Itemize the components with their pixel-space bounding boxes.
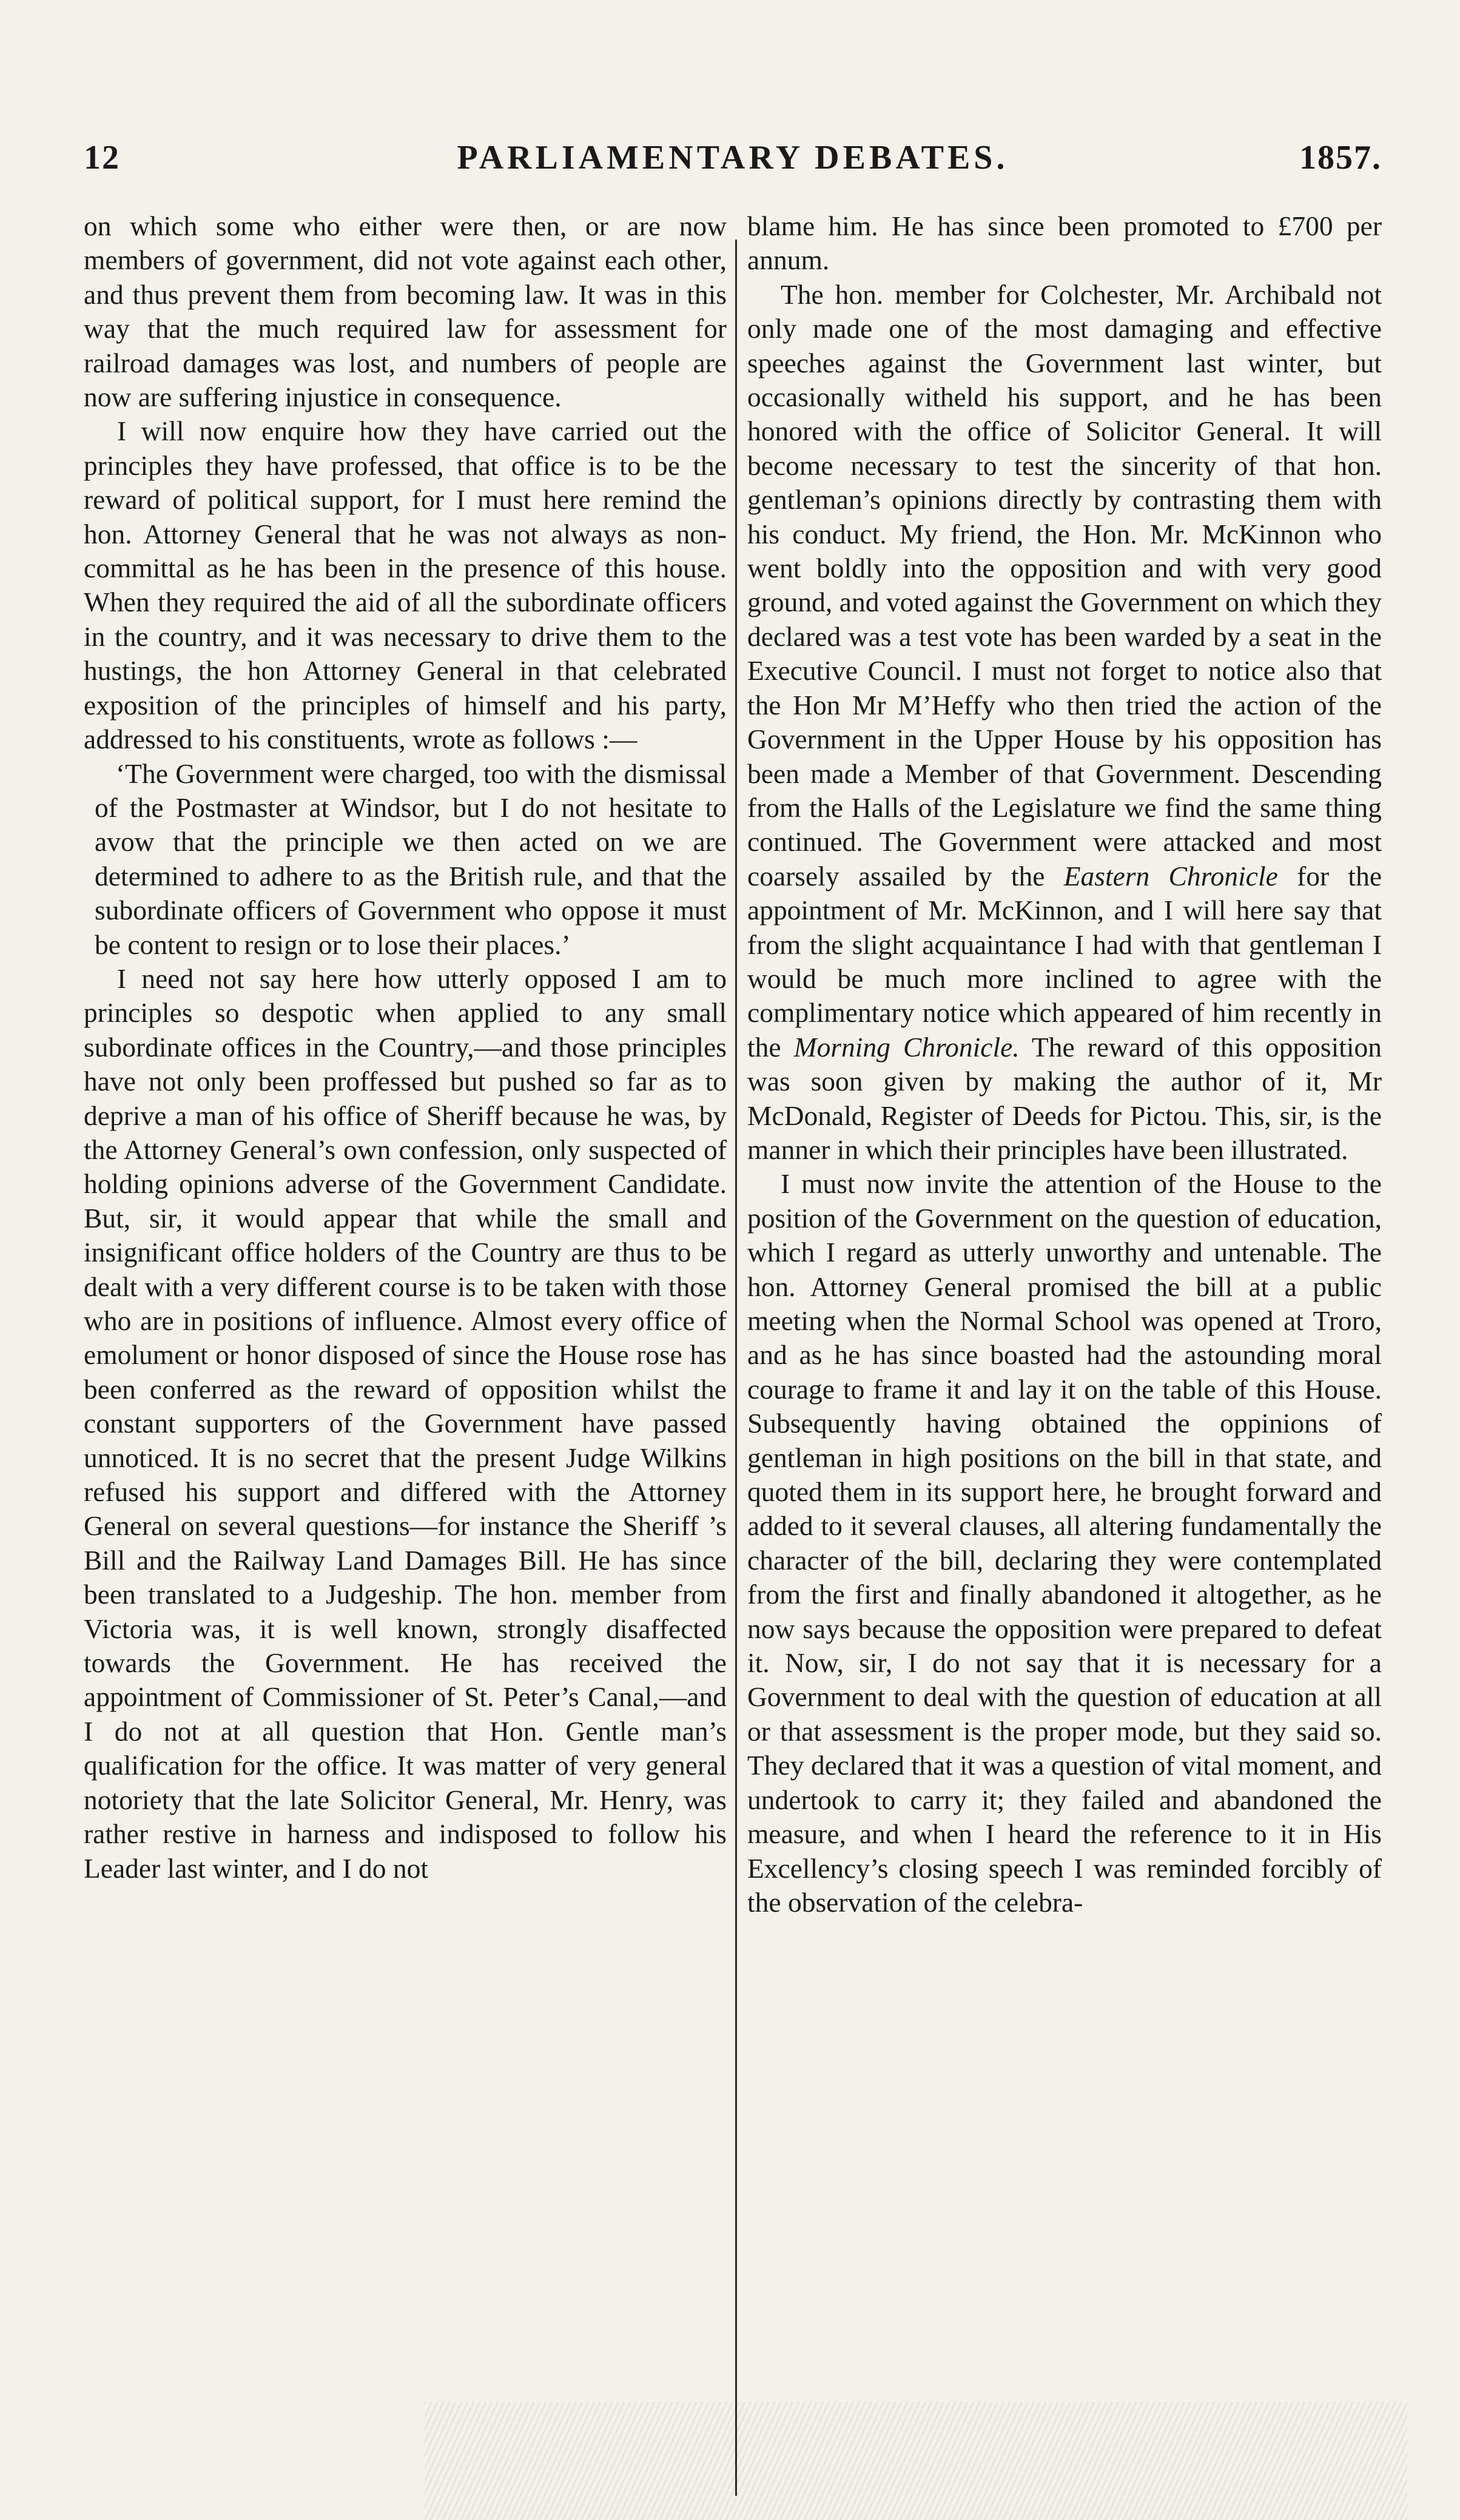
left-column	[84, 209, 727, 1886]
page-header	[84, 138, 1382, 187]
paragraph: I must now invite the attention of the House to the position of the Government on the question of education, which I regard as utterly unworthy and untenable. The hon. Attorney General promised the bill at a public meeting when the Normal School was opened at Troro, and as he has since boasted had the astounding moral courage to frame it and lay it on the table of this House. Subsequently having obtained the oppinions of gentleman in high positions on the bill in that state, and quoted them in its support here, he brought forward and added to it several clauses, all altering fundamentally the character of the bill, declaring they were contemplated from the first and finally abandoned it altogether, as he now says because the opposition were prepared to defeat it. Now, sir, I do not say that it is necessary for a Government to deal with the question of education at all or that assessment is the proper mode, but they said so. They declared that it was a question of vital moment, and undertook to carry it; they failed and abandoned the measure, and when I heard the reference to it in His Excellency’s closing speech I was reminded forcibly of the observation of the celebra-	[747, 1168, 1382, 1918]
print-damage-texture	[425, 2402, 1407, 2520]
paragraph-text: The hon. member for Colchester, Mr. Archibald not only made one of the most damaging and effective speeches against the Government last winter, but occasionally witheld his support, and he has been honored with the office of Solicitor General. It will become necessary to test the sincerity of that hon. gentleman’s opinions directly by contrasting them with his conduct. My friend, the Hon. Mr. McKinnon who went boldly into the opposition and with very good ground, and voted against the Government on which they declared was a test vote has been warded by a seat in the Executive Council. I must not forget to notice also that the Hon Mr M’Heffy who then tried the action of the Government in the Upper House by his opposition has been made a Member of that Government. Descending from the Halls of the Legislature we find the same thing continued. The Government were attacked and most coarsely assailed by the	[747, 278, 1382, 892]
paragraph: I need not say here how utterly opposed I am to principles so despotic when applied to any small subordinate offices in the Country,—and those principles have not only been proffessed but pushed so far as to deprive a man of his office of Sheriff because he was, by the Attorney General’s own confession, only suspected of holding opinions adverse of the Government Candidate. But, sir, it would appear that while the small and insignificant office holders of the Country are thus to be dealt with a very different course is to be taken with those who are in positions of influence. Almost every office of emolument or honor disposed of since the House rose has been conferred as the reward of opposition whilst the constant supporters of the Government have passed unnoticed. It is no secret that the present Judge Wilkins refused his support and differed with the Attorney General on several questions—for instance the Sheriff ’s Bill and the Railway Land Damages Bill. He has since been translated to a Judgeship. The hon. member from Victoria was, it is well known, strongly disaffected towards the Government. He has received the appointment of Commissioner of St. Peter’s Canal,—and I do not at all question that Hon. Gentle man’s qualification for the office. It was matter of very general notoriety that the late Solicitor General, Mr. Henry, was rather restive in harness and indisposed to follow his Leader last winter, and I do not	[84, 963, 727, 1884]
publication-year: 1857.	[1299, 139, 1382, 176]
paragraph-text: for the appointment of Mr. McKinnon, and I will here say that from the slight acquaintance I had with that gentleman I would be much more inclined to agree with the complimentary notice which appeared of him recently in the	[747, 860, 1382, 1063]
quotation-paragraph: ‘The Government were charged, too with the dismissal of the Postmaster at Windsor, but I do not hesitate to avow that the principle we then acted on we are determined to adhere to as the British rule, and that the subordinate officers of Government who oppose it must be content to resign or to lose their places.’	[95, 758, 727, 960]
right-column	[747, 209, 1382, 1920]
page-number: 12	[84, 139, 120, 176]
column-divider	[735, 240, 737, 2496]
newspaper-title: Morning Chronicle.	[793, 1031, 1020, 1063]
paragraph: blame him. He has since been promoted to £700 per annum.	[747, 210, 1382, 276]
paragraph-text: The reward of this opposition was soon given by making the author of it, Mr McDonald, Register of Deeds for Pictou. This, sir, is the manner in which their principles have been illustrated.	[747, 1031, 1382, 1165]
paragraph	[747, 278, 1382, 1168]
paragraph: on which some who either were then, or are now members of government, did not vote against each other, and thus prevent them from becoming law. It was in this way that the much required law for assessment for railroad damages was lost, and numbers of people are now are suffering injustice in consequence.	[84, 210, 727, 413]
running-title: PARLIAMENTARY DEBATES.	[457, 139, 1009, 176]
paragraph: I will now enquire how they have carried out the principles they have professed, that office is to be the reward of political support, for I must here remind the hon. Attorney General that he was not always as non-committal as he has been in the presence of this house. When they required the aid of all the subordinate officers in the country, and it was necessary to drive them to the hustings, the hon Attorney General in that celebrated exposition of the principles of himself and his party, addressed to his constituents, wrote as follows :—	[84, 415, 727, 755]
newspaper-title: Eastern Chronicle	[1063, 860, 1278, 892]
